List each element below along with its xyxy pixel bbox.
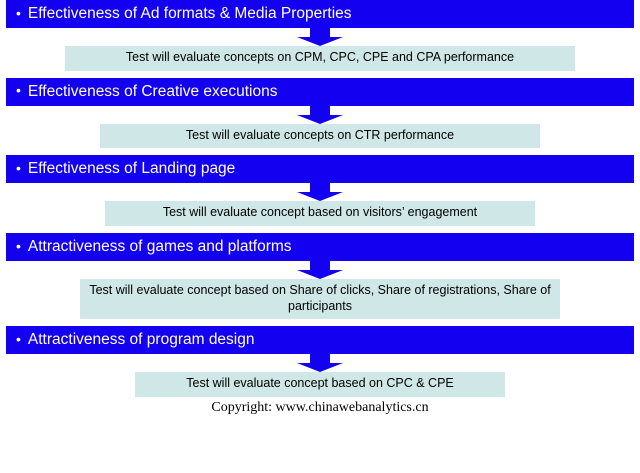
diagram-row: [6, 326, 634, 397]
caption-2: Test will evaluate concepts on CTR performance: [100, 124, 540, 149]
down-arrow-icon: [297, 261, 343, 279]
process-header-label: Attractiveness of program design: [27, 331, 255, 349]
diagram-row: [6, 0, 634, 71]
process-header-1: [6, 0, 634, 28]
spacer: [0, 148, 640, 155]
caption-5: Test will evaluate concept based on CPC & CPE: [135, 372, 505, 397]
process-header-label: Effectiveness of Creative executions: [27, 82, 278, 100]
diagram-row: [6, 155, 634, 226]
spacer: [0, 226, 640, 233]
process-header-label: Attractiveness of games and platforms: [27, 238, 292, 256]
arrow-container: [6, 28, 634, 46]
arrow-container: [6, 261, 634, 279]
caption-4: Test will evaluate concept based on Share of clicks, Share of registrations, Share of participants: [80, 279, 560, 319]
caption-3: Test will evaluate concept based on visitors’ engagement: [105, 201, 535, 226]
process-header-4: [6, 233, 634, 261]
down-arrow-icon: [297, 354, 343, 372]
arrow-container: [6, 354, 634, 372]
arrow-container: [6, 106, 634, 124]
process-header-3: [6, 155, 634, 183]
diagram-row: [6, 233, 634, 319]
bullet-icon: •: [16, 237, 21, 254]
arrow-container: [6, 183, 634, 201]
caption-1: Test will evaluate concepts on CPM, CPC, CPE and CPA performance: [65, 46, 575, 71]
process-header-5: [6, 326, 634, 354]
bullet-icon: •: [16, 159, 21, 176]
copyright-text: Copyright: www.chinawebanalytics.cn: [211, 399, 429, 415]
process-header-label: Effectiveness of Landing page: [27, 160, 236, 178]
bullet-icon: •: [16, 4, 21, 21]
down-arrow-icon: [297, 28, 343, 46]
bullet-icon: •: [16, 330, 21, 347]
down-arrow-icon: [297, 183, 343, 201]
process-header-2: [6, 78, 634, 106]
bullet-icon: •: [16, 82, 21, 99]
down-arrow-icon: [297, 106, 343, 124]
process-header-label: Effectiveness of Ad formats & Media Properties: [27, 5, 352, 22]
diagram-row: [6, 78, 634, 149]
spacer: [0, 71, 640, 78]
spacer: [0, 319, 640, 326]
